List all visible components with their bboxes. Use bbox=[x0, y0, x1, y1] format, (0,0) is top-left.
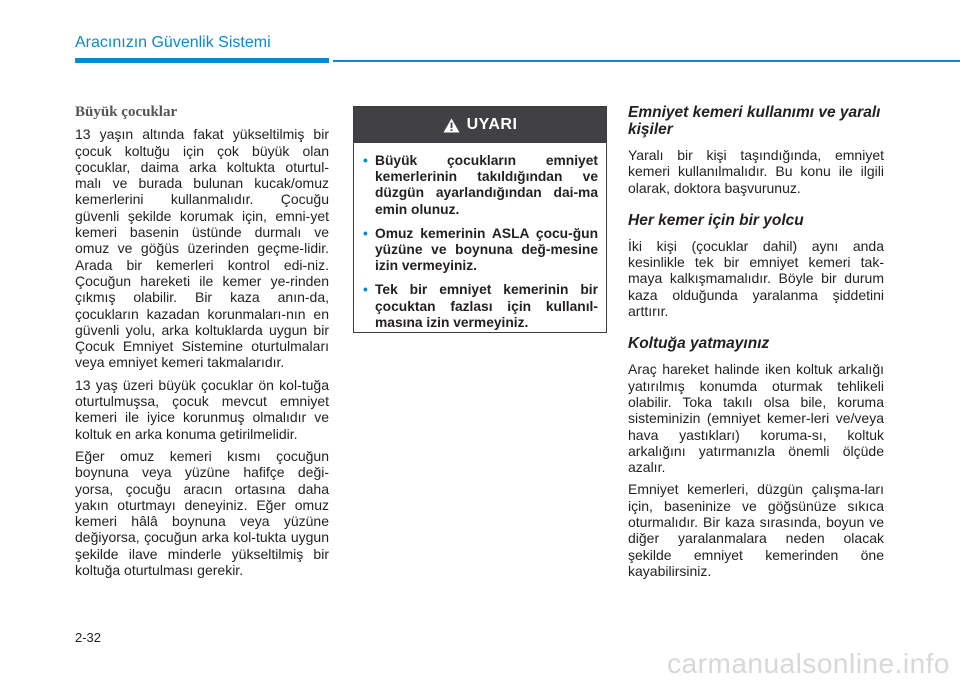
body-paragraph: 13 yaş üzeri büyük çocuklar ön kol-tuğa oturtulmuşsa, çocuk mevcut emniyet kemeri ile iyice korunmuş olmalıdır ve koltuk en arka konuma getirilmelidir. bbox=[75, 376, 329, 442]
warning-item: • Omuz kemerinin ASLA çocu-ğun yüzüne ve boynuna değ-mesine izin vermeyiniz. bbox=[363, 226, 598, 275]
warning-box bbox=[353, 106, 607, 333]
warning-item: • Büyük çocukların emniyet kemerlerinin takıldığından ve düzgün ayarlandığından dai-ma emin olunuz. bbox=[363, 153, 598, 218]
left-column bbox=[75, 104, 329, 584]
body-paragraph: Yaralı bir kişi taşındığında, emniyet kemeri kullanılmalıdır. Bu konu ile ilgili olarak, doktora başvurunuz. bbox=[628, 147, 884, 196]
warning-label: UYARI bbox=[466, 116, 518, 133]
body-paragraph: Araç hareket halinde iken koltuk arkalığı yatırılmış konumda oturmak tehlikeli olabilir. Toka takılı olsa bile, koruma sisteminizin (emniyet kemer-leri ve/veya hava yastıkları) koruma-sı, koltuk arkalığını yatırmanızla önemli ölçüde azalır. bbox=[628, 361, 884, 476]
warning-item: • Tek bir emniyet kemerinin bir çocuktan fazlası için kullanıl-masına izin vermeyiniz. bbox=[363, 282, 598, 331]
section-heading: Koltuğa yatmayınız bbox=[628, 335, 770, 353]
warning-list bbox=[354, 143, 606, 331]
section-heading: Her kemer için bir yolcu bbox=[628, 211, 804, 229]
right-column bbox=[628, 104, 884, 585]
watermark: carmanualsonline.info bbox=[667, 648, 950, 679]
body-paragraph: Eğer omuz kemeri kısmı çocuğun boynuna veya yüzüne hafifçe deği-yorsa, çocuğu aracın ortasına daha yakın oturtmayı deneyiniz. Eğer omuz kemeri hâlâ boynuna veya yüzüne değiyorsa, çocuğun arka kol-tukta uygun şekilde ilave minderle yükseltilmiş bir koltuğa oturtulması gerekir. bbox=[75, 447, 329, 579]
body-paragraph: Emniyet kemerleri, düzgün çalışma-ları için, baseninize ve göğsünüze sıkıca oturmalıdır. Bir kaza sırasında, boyun ve diğer yaralanmalara neden olacak şekilde emniyet kemerinden öne kayabilirsiniz. bbox=[628, 481, 884, 579]
warning-triangle-icon bbox=[443, 118, 460, 133]
warning-header bbox=[354, 107, 606, 143]
page-number: 2-32 bbox=[75, 630, 102, 645]
body-paragraph: 13 yaşın altında fakat yükseltilmiş bir çocuk koltuğu için çok büyük olan çocuklar, daima arka koltukta oturtul-malı ve burada bulunan kucak/omuz kemerlerini kullanmalıdır. Çocuğu güvenli şekilde korumak için, emni-yet kemeri basenin üstünde durmalı ve omuz ve göğüs üzerinden geçme-lidir. Arada bir kemerleri kontrol edi-niz. Çocuğun hareketi ile kemer ye-rinden çıkmış olabilir. Bir kaza anın-da, çocukların kazadan korunmaları-nın en güvenli yolu, arka koltuklarda uygun bir Çocuk Emniyet Sistemine oturtulmaları veya emniyet kemeri takmalarıdır. bbox=[75, 126, 329, 371]
header-rule-thick bbox=[75, 58, 329, 63]
body-paragraph: İki kişi (çocuklar dahil) aynı anda kesinlikle tek bir emniyet kemeri tak-maya kalkışmamalıdır. Böyle bir durum kaza olduğunda yaralanma şiddetini arttırır. bbox=[628, 237, 884, 320]
section-heading: Emniyet kemeri kullanımı ve yaralı kişiler bbox=[628, 104, 881, 138]
header-rule-thin bbox=[333, 60, 960, 62]
section-title: Aracınızın Güvenlik Sistemi bbox=[75, 34, 271, 51]
older-children-heading: Büyük çocuklar bbox=[75, 104, 178, 120]
